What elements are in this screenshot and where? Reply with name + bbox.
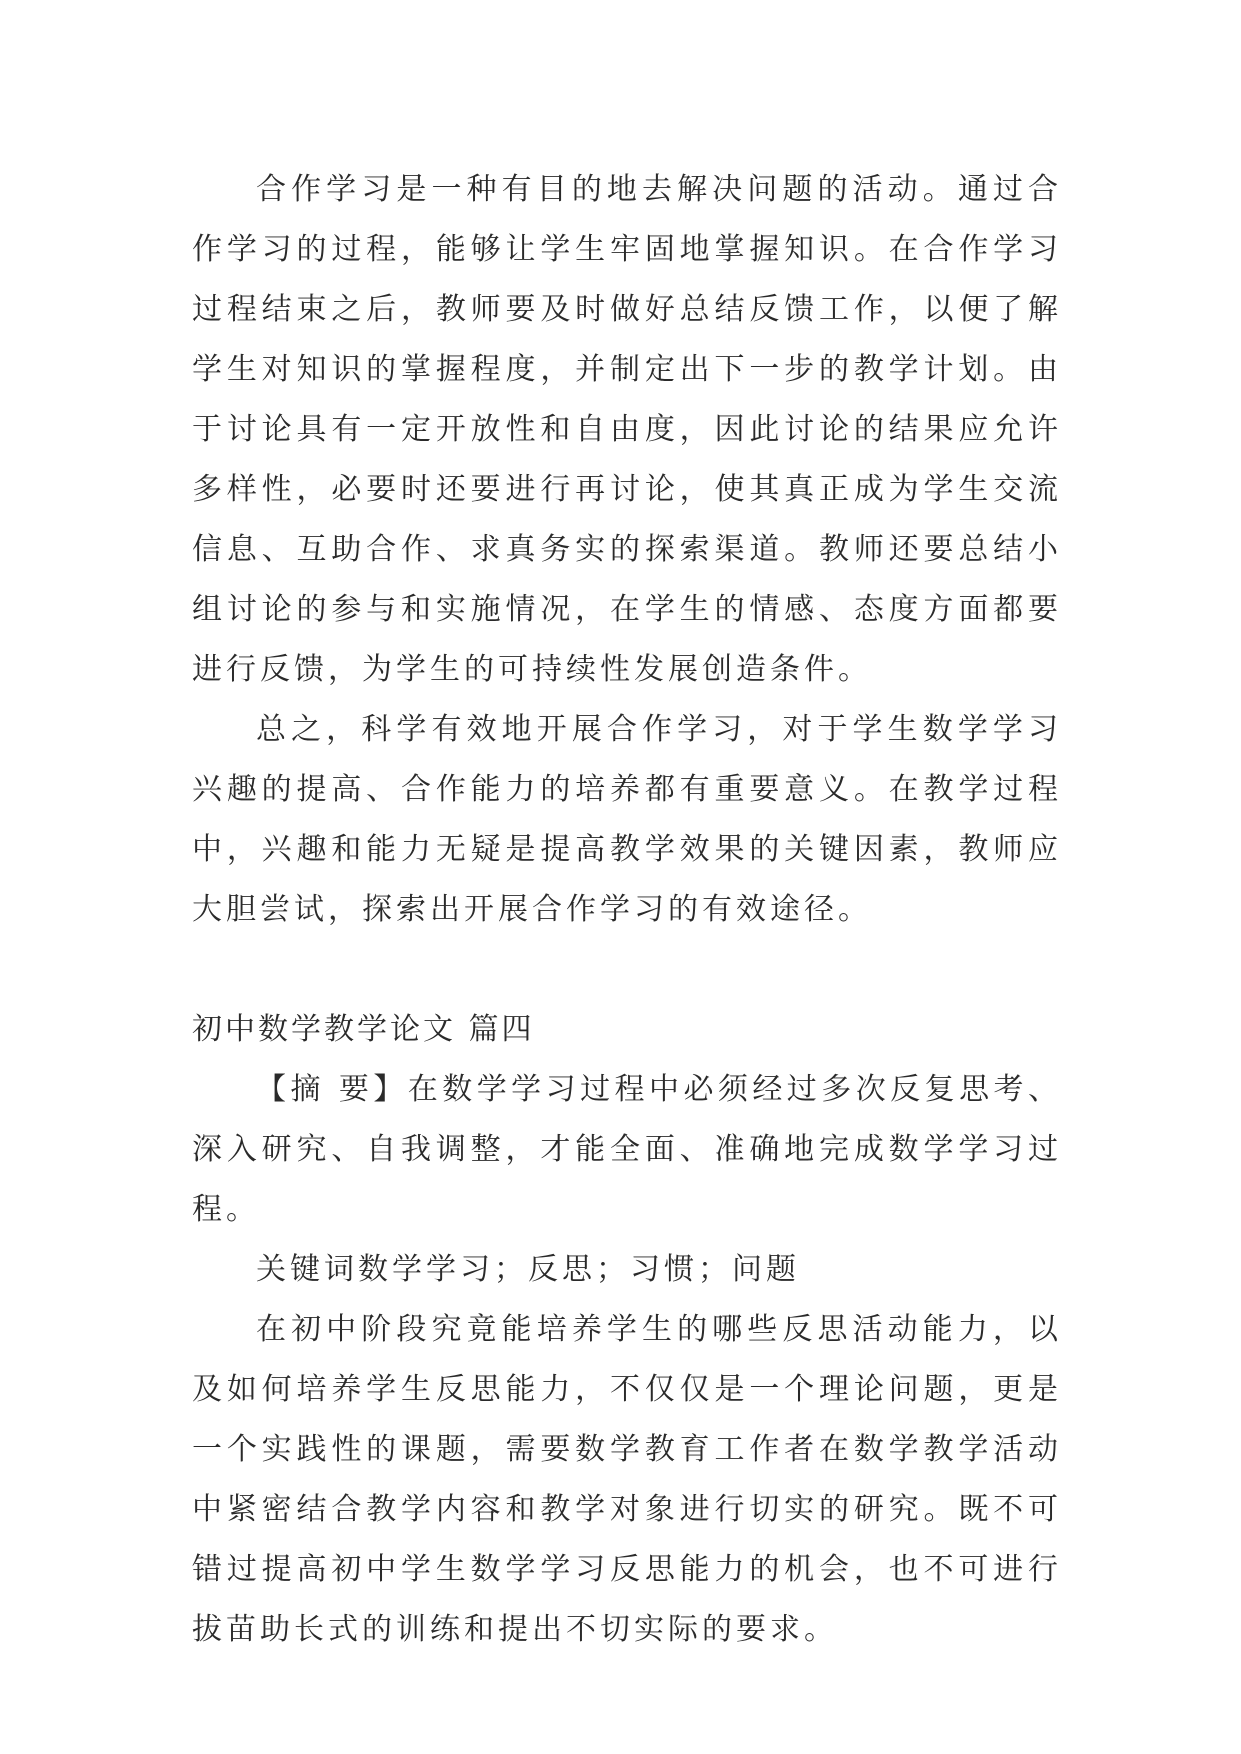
document-page — [192, 160, 1062, 1660]
section-title: 初中数学教学论文 篇四 — [192, 1012, 535, 1047]
section-spacer — [192, 940, 1062, 1000]
paragraph-cooperative-learning: 合作学习是一种有目的地去解决问题的活动。通过合作学习的过程，能够让学生牢固地掌握知识。在合作学习过程结束之后，教师要及时做好总结反馈工作，以便了解学生对知识的掌握程度，并制定出下一步的教学计划。由于讨论具有一定开放性和自由度，因此讨论的结果应允许多样性，必要时还要进行再讨论，使其真正成为学生交流信息、互助合作、求真务实的探索渠道。教师还要总结小组讨论的参与和实施情况，在学生的情感、态度方面都要进行反馈，为学生的可持续性发展创造条件。 — [192, 172, 1062, 687]
paragraph-reflection-ability: 在初中阶段究竟能培养学生的哪些反思活动能力，以及如何培养学生反思能力，不仅仅是一个理论问题，更是一个实践性的课题，需要数学教育工作者在数学教学活动中紧密结合教学内容和教学对象进行切实的研究。既不可错过提高初中学生数学学习反思能力的机会，也不可进行拔苗助长式的训练和提出不切实际的要求。 — [192, 1312, 1062, 1647]
paragraph-conclusion: 总之，科学有效地开展合作学习，对于学生数学学习兴趣的提高、合作能力的培养都有重要意义。在教学过程中，兴趣和能力无疑是提高教学效果的关键因素，教师应大胆尝试，探索出开展合作学习的有效途径。 — [192, 712, 1062, 927]
abstract-paragraph: 【摘 要】在数学学习过程中必须经过多次反复思考、深入研究、自我调整，才能全面、准确地完成数学学习过程。 — [192, 1072, 1062, 1227]
keywords-line: 关键词数学学习；反思；习惯；问题 — [256, 1252, 800, 1287]
